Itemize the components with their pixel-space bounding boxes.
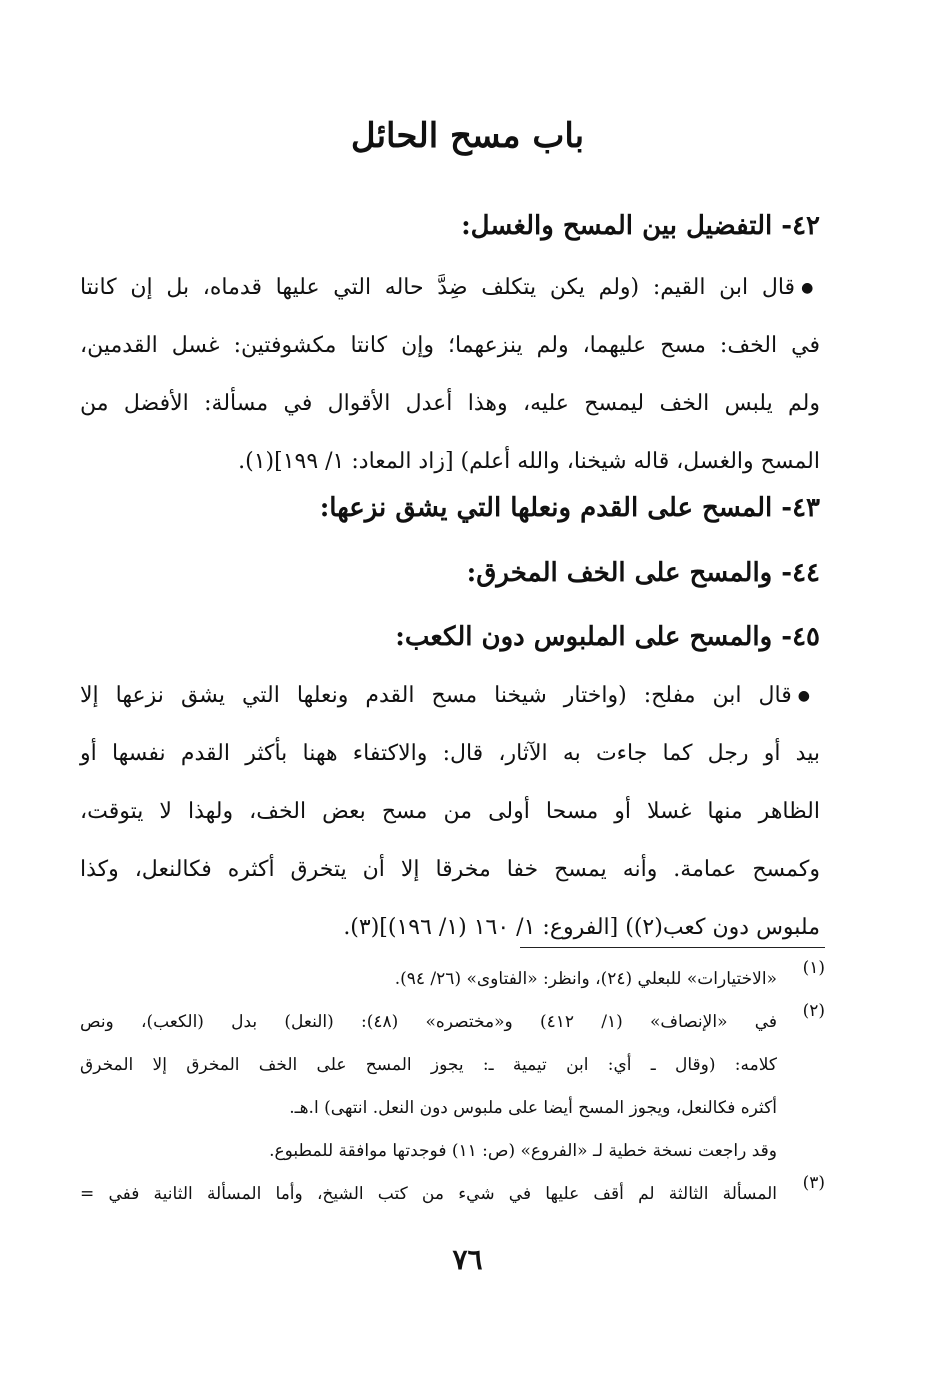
paragraph-line: ولم يلبس الخف ليمسح عليه، وهذا أعدل الأقوال في مسألة: الأفضل من bbox=[80, 391, 820, 416]
section-heading: ٤٢- التفضيل بين المسح والغسل: bbox=[461, 211, 820, 241]
section-45 bbox=[80, 617, 820, 657]
paragraph-line: المسح والغسل، قاله شيخنا، والله أعلم) [زاد المعاد: ١/ ١٩٩](١). bbox=[238, 449, 820, 474]
section-45-paragraph bbox=[80, 667, 820, 957]
footnotes bbox=[80, 958, 825, 1216]
paragraph-line: ● قال ابن مفلح: (واختار شيخنا مسح القدم ونعلها التي يشق نزعها إلا bbox=[80, 667, 820, 725]
footnote-line: المسألة الثالثة لم أقف عليها في شيء من كتب الشيخ، وأما المسألة الثانية ففي = bbox=[80, 1184, 777, 1204]
section-heading: ٤٤- والمسح على الخف المخرق: bbox=[466, 558, 820, 588]
paragraph-line: ملبوس دون كعب(٢)) [الفروع: ١/ ١٦٠ (١/ ١٩٦)](٣). bbox=[343, 915, 820, 940]
paragraph-line: ● قال ابن القيم: (ولم يكن يتكلف ضِدَّ حاله التي عليها قدماه، بل إن كانتا bbox=[80, 259, 820, 317]
page-number: ٧٦ bbox=[452, 1243, 483, 1276]
page-title: باب مسح الحائل bbox=[350, 116, 585, 156]
paragraph-line: وكمسح عمامة. وأنه يمسح خفا مخرقا إلا أن يتخرق أكثره فكالنعل، وكذا bbox=[80, 857, 820, 882]
footnote-line: أكثره فكالنعل، ويجوز المسح أيضا على ملبوس دون النعل. انتهى) ا.هـ. bbox=[289, 1098, 777, 1118]
footnote-number: (١) bbox=[802, 958, 825, 978]
paragraph-line: في الخف: مسح عليهما، ولم ينزعهما؛ وإن كانتا مكشوفتين: غسل القدمين، bbox=[80, 333, 820, 358]
section-heading: ٤٣- المسح على القدم ونعلها التي يشق نزعها: bbox=[319, 493, 820, 523]
section-heading: ٤٥- والمسح على الملبوس دون الكعب: bbox=[395, 622, 820, 652]
footnote-number: (٢) bbox=[802, 1001, 825, 1021]
footnote-line: كلامه: (وقال ـ أي: ابن تيمية ـ: يجوز المسح على الخف المخرق إلا المخرق bbox=[80, 1055, 777, 1075]
section-42 bbox=[80, 206, 820, 246]
footnote bbox=[80, 958, 825, 1001]
section-42-paragraph bbox=[80, 259, 820, 491]
paragraph-line: الظاهر منها غسلا أو مسحا أولى من مسح بعض الخف، ولهذا لا يتوقت، bbox=[80, 799, 820, 824]
footnote-divider bbox=[520, 947, 825, 948]
footnote-line: وقد راجعت نسخة خطية لـ «الفروع» (ص: ١١) فوجدتها موافقة للمطبوع. bbox=[269, 1141, 777, 1161]
footnote-number: (٣) bbox=[802, 1173, 825, 1193]
paragraph-line: بيد أو رجل كما جاءت به الآثار، قال: والاكتفاء ههنا بأكثر القدم نفسها أو bbox=[80, 741, 820, 766]
section-43 bbox=[80, 488, 820, 528]
section-44 bbox=[80, 553, 820, 593]
footnote bbox=[80, 1173, 825, 1216]
footnote-line: «الاختيارات» للبعلي (٢٤)، وانظر: «الفتاوى» (٢٦/ ٩٤). bbox=[394, 969, 777, 989]
footnote-line: في «الإنصاف» (١/ ٤١٢) و«مختصره» (٤٨): (النعل) بدل (الكعب)، ونص bbox=[80, 1012, 778, 1032]
footnote bbox=[80, 1001, 825, 1173]
